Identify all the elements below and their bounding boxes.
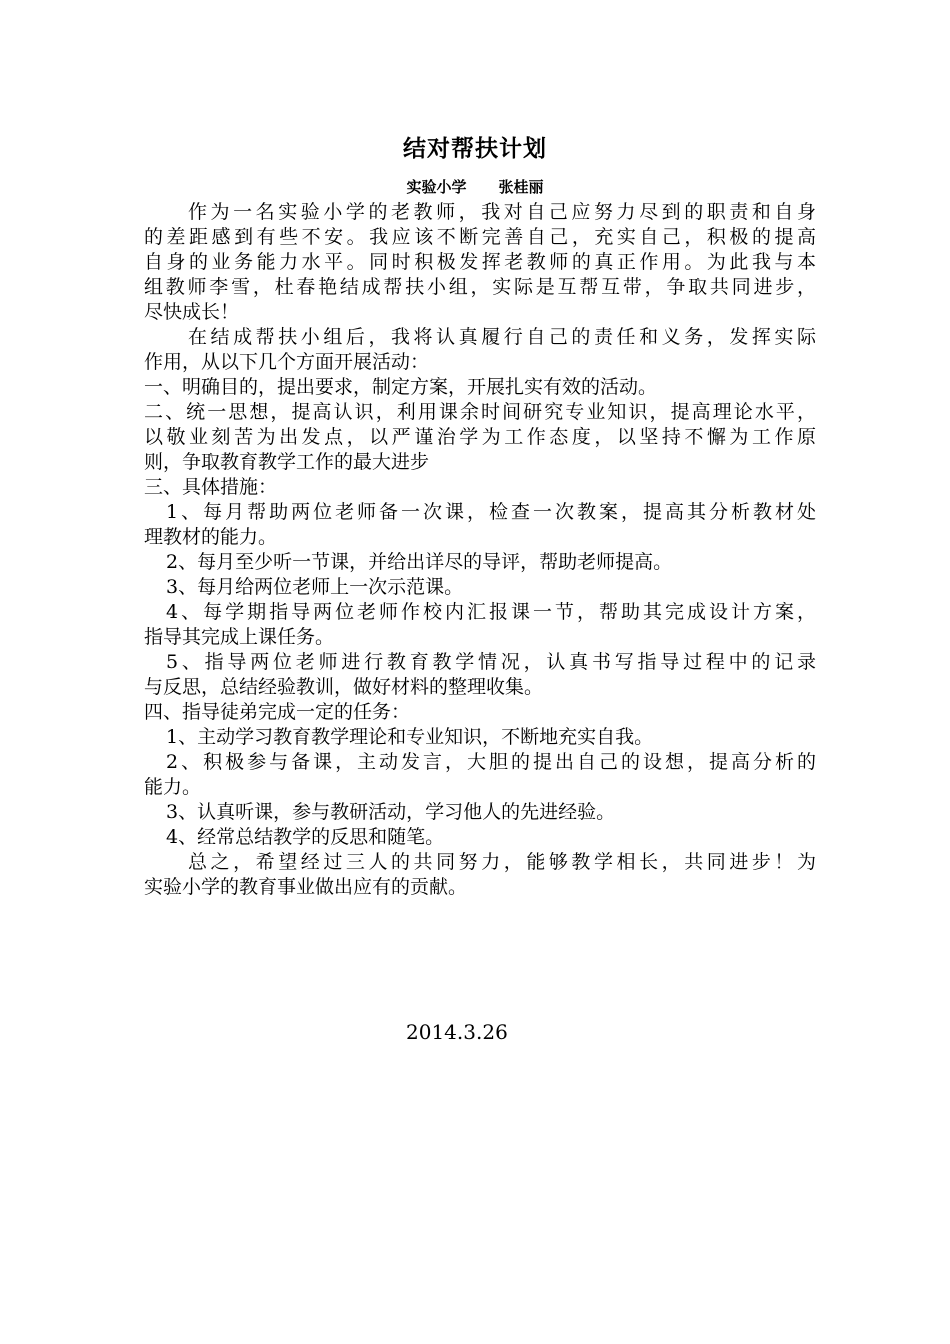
list-item: 4、经常总结教学的反思和随笔。 [166,826,445,848]
document-date: 2014.3.26 [406,1020,508,1044]
school-name: 实验小学 [406,178,467,196]
document-byline [0,176,950,198]
list-item: 1、主动学习教育教学理论和专业知识，不断地充实自我。 [166,726,654,748]
paragraph-line: 在结成帮扶小组后，我将认真履行自己的责任和义务，发挥实际 [188,326,816,348]
paragraph-line: 尽快成长！ [144,301,240,323]
author-name: 张桂丽 [498,178,544,196]
paragraph-line: 的差距感到有些不安。我应该不断完善自己，充实自己，积极的提高 [144,226,816,248]
paragraph-line: 总之，希望经过三人的共同努力，能够教学相长，共同进步！为 [188,851,816,873]
paragraph-line: 组教师李雪，杜春艳结成帮扶小组，实际是互帮互带，争取共同进步， [144,276,816,298]
list-item: 2、积极参与备课，主动发言，大胆的提出自己的设想，提高分析的 [166,751,816,773]
list-item: 3、每月给两位老师上一次示范课。 [166,576,464,598]
list-item: 4、每学期指导两位老师作校内汇报课一节，帮助其完成设计方案， [166,601,816,623]
section-heading: 一、明确目的，提出要求，制定方案，开展扎实有效的活动。 [144,376,658,398]
list-item: 3、认真听课，参与教研活动，学习他人的先进经验。 [166,801,616,823]
paragraph-line: 自身的业务能力水平。同时积极发挥老教师的真正作用。为此我与本 [144,251,816,273]
paragraph-line: 实验小学的教育事业做出应有的贡献。 [144,876,468,898]
paragraph-line: 作用，从以下几个方面开展活动： [144,351,430,373]
list-item-continuation: 理教材的能力。 [144,526,278,548]
list-item: 1、每月帮助两位老师备一次课，检查一次教案，提高其分析教材处 [166,501,816,523]
paragraph-line: 作为一名实验小学的老教师，我对自己应努力尽到的职责和自身 [188,201,816,223]
list-item-continuation: 指导其完成上课任务。 [144,626,335,648]
document-body [144,200,816,900]
list-item-continuation: 与反思，总结经验教训，做好材料的整理收集。 [144,676,544,698]
section-heading: 三、具体措施： [144,476,278,498]
document-title: 结对帮扶计划 [403,136,547,162]
paragraph-line: 以敬业刻苦为出发点，以严谨治学为工作态度，以坚持不懈为工作原 [144,426,816,448]
list-item: 5、指导两位老师进行教育教学情况，认真书写指导过程中的记录 [166,651,816,673]
list-item: 2、每月至少听一节课，并给出详尽的导评，帮助老师提高。 [166,551,673,573]
paragraph-line: 则，争取教育教学工作的最大进步 [144,451,430,473]
section-heading: 四、指导徒弟完成一定的任务： [144,701,411,723]
list-item-continuation: 能力。 [144,776,202,798]
section-heading: 二、统一思想，提高认识，利用课余时间研究专业知识，提高理论水平， [144,401,816,423]
